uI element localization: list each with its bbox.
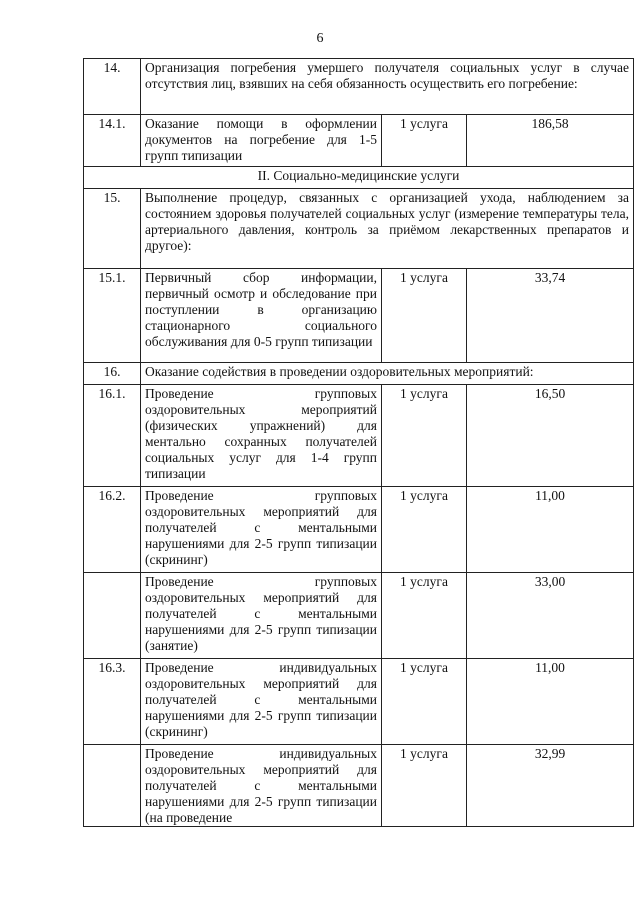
service-price: 11,00	[467, 659, 634, 745]
service-price: 33,00	[467, 573, 634, 659]
section-heading: II. Социально-медицинские услуги	[84, 167, 634, 189]
service-description: Проведение групповых оздоровительных мероприятий (физических упражнений) для ментально сохранных получателей социальных услуг для 1-4 групп типизации	[141, 385, 382, 487]
group-header-row	[84, 363, 634, 385]
service-price: 16,50	[467, 385, 634, 487]
service-description: Проведение индивидуальных оздоровительных мероприятий для получателей с ментальными нарушениями для 2-5 групп типизации (скрининг)	[141, 659, 382, 745]
row-number: 15.	[84, 189, 141, 269]
group-title: Оказание содействия в проведении оздоровительных мероприятий:	[141, 363, 634, 385]
service-row	[84, 269, 634, 363]
group-title: Выполнение процедур, связанных с организацией ухода, наблюдением за состоянием здоровья получателей социальных услуг (измерение температуры тела, артериального давления, контроль за приёмом лекарственных препаратов и другое):	[141, 189, 634, 269]
service-row	[84, 115, 634, 167]
service-description: Проведение групповых оздоровительных мероприятий для получателей с ментальными нарушениями для 2-5 групп типизации (скрининг)	[141, 487, 382, 573]
service-price: 33,74	[467, 269, 634, 363]
page-number: 6	[316, 31, 324, 46]
group-header-row	[84, 189, 634, 269]
service-unit: 1 услуга	[382, 115, 467, 167]
row-number	[84, 573, 141, 659]
row-number: 16.2.	[84, 487, 141, 573]
row-number	[84, 745, 141, 827]
service-row	[84, 745, 634, 827]
service-row	[84, 573, 634, 659]
service-unit: 1 услуга	[382, 745, 467, 827]
service-row	[84, 659, 634, 745]
section-heading-row	[84, 167, 634, 189]
row-number: 14.	[84, 59, 141, 115]
service-price: 32,99	[467, 745, 634, 827]
service-description: Первичный сбор информации, первичный осмотр и обследование при поступлении в организацию стационарного социального обслуживания для 0-5 групп типизации	[141, 269, 382, 363]
row-number: 15.1.	[84, 269, 141, 363]
service-price: 11,00	[467, 487, 634, 573]
service-unit: 1 услуга	[382, 573, 467, 659]
services-tariff-table	[83, 58, 634, 827]
row-number: 14.1.	[84, 115, 141, 167]
service-unit: 1 услуга	[382, 385, 467, 487]
service-description: Проведение групповых оздоровительных мероприятий для получателей с ментальными нарушениями для 2-5 групп типизации (занятие)	[141, 573, 382, 659]
service-unit: 1 услуга	[382, 269, 467, 363]
service-row	[84, 487, 634, 573]
row-number: 16.	[84, 363, 141, 385]
row-number: 16.1.	[84, 385, 141, 487]
group-title: Организация погребения умершего получателя социальных услуг в случае отсутствия лиц, взявших на себя обязанность осуществить его погребение:	[141, 59, 634, 115]
table-body	[84, 59, 634, 827]
service-row	[84, 385, 634, 487]
service-description: Оказание помощи в оформлении документов на погребение для 1-5 групп типизации	[141, 115, 382, 167]
service-description: Проведение индивидуальных оздоровительных мероприятий для получателей с ментальными нарушениями для 2-5 групп типизации (на проведение	[141, 745, 382, 827]
service-unit: 1 услуга	[382, 659, 467, 745]
group-header-row	[84, 59, 634, 115]
row-number: 16.3.	[84, 659, 141, 745]
service-price: 186,58	[467, 115, 634, 167]
service-unit: 1 услуга	[382, 487, 467, 573]
